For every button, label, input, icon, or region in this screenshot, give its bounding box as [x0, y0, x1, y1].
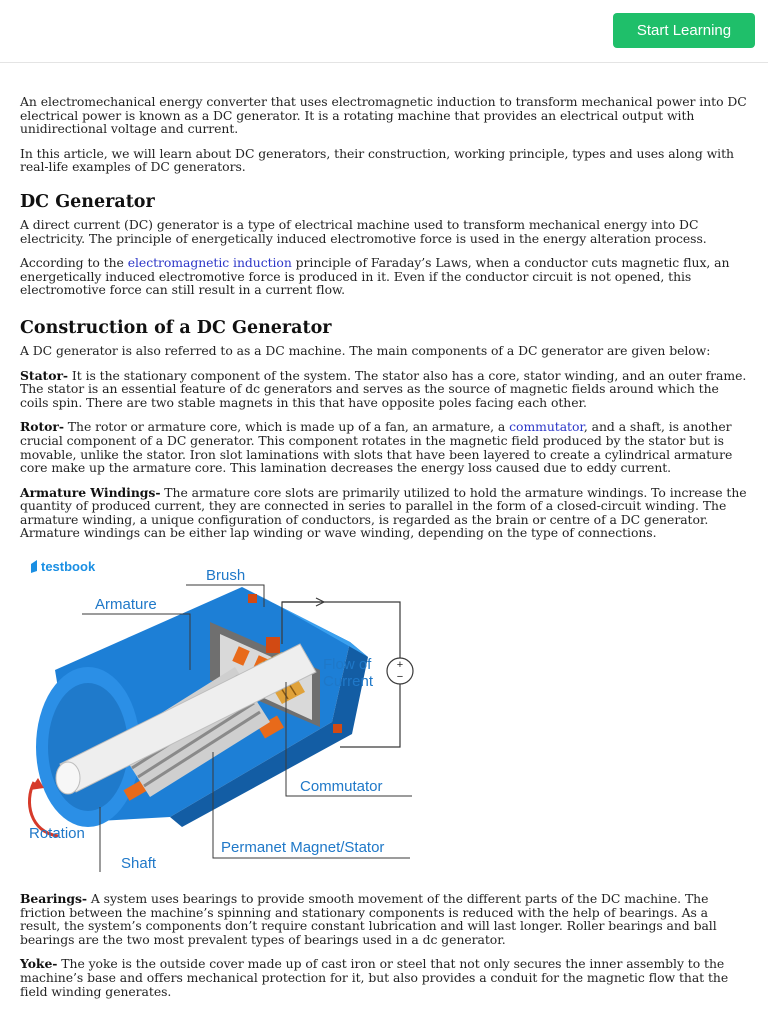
- faraday-paragraph: [20, 256, 750, 297]
- text-run: , and a shaft, is another crucial component of a DC generator. This component rotates in the magnetic field produced by the stator but is movable, unlike the stator. Iron slot laminations with slots that have been layered to create a cylindrical armature core make up the armature core. This lamination decreases the energy loss caused due to eddy current.: [20, 419, 733, 476]
- dc-definition-paragraph: A direct current (DC) generator is a type of electrical machine used to transform mechanical energy into DC electricity. The principle of energetically induced electromotive force is used in the energy alteration process.: [20, 216, 707, 246]
- text-run: A system uses bearings to provide smooth movement of the different parts of the DC machine. The friction between the machine’s spinning and stationary components is reduced with the help of bearings. As a result, the system’s components don’t require constant lubrication and will last longer. Roller bearings and ball bearings are the two most prevalent types of bearings used in a dc generator.: [20, 891, 717, 947]
- heading-dc-generator: DC Generator: [20, 191, 155, 212]
- label-brush: Brush: [206, 567, 246, 585]
- text-run: According to the: [20, 255, 128, 271]
- armature-windings-paragraph: [20, 486, 750, 540]
- stator-paragraph: [20, 369, 750, 410]
- minus-sign: −: [396, 671, 404, 684]
- commutator-link[interactable]: commutator: [509, 419, 584, 435]
- armature-windings-term: Armature Windings-: [20, 484, 161, 500]
- heading-construction: Construction of a DC Generator: [20, 317, 332, 338]
- text-run: The rotor or armature core, which is made up of a fan, an armature, a: [63, 419, 510, 435]
- intro-paragraph: An electromechanical energy converter that uses electromagnetic induction to transform mechanical power into DC electrical power is known as a DC generator. It is a rotating machine that provides an electrical output with unidirectional voltage and current.: [20, 94, 747, 137]
- brand-text: testbook: [41, 559, 96, 575]
- label-rotation: Rotation: [29, 825, 85, 843]
- text-run: The yoke is the outside cover made up of cast iron or steel that not only secures the inner assembly to the machine’s base and offers mechanical protection for it, but also provides a conduit for the magnetic flow that the field winding generates.: [20, 956, 729, 999]
- label-armature: Armature: [95, 596, 157, 614]
- yoke-paragraph: [20, 957, 750, 998]
- label-shaft: Shaft: [121, 855, 157, 873]
- testbook-logo: [31, 559, 96, 574]
- electromagnetic-induction-link[interactable]: electromagnetic induction: [127, 255, 292, 271]
- construction-intro-paragraph: A DC generator is also referred to as a DC machine. The main components of a DC generator are given below:: [20, 342, 711, 358]
- text-run: The armature core slots are primarily utilized to hold the armature windings. To increase the quantity of produced current, they are connected in series to parallel in the form of a closed-circuit winding. The armature winding, a unique configuration of conductors, is regarded as the brain or centre of a DC generator. Armature windings can be either lap winding or wave winding, depending on the type of connections.: [20, 484, 747, 541]
- intro-paragraph-2: In this article, we will learn about DC generators, their construction, working principle, types and uses along with real-life examples of DC generators.: [20, 145, 734, 175]
- label-current: Current: [323, 673, 374, 691]
- text-run: principle of Faraday’s Laws, when a conductor cuts magnetic flux, an energetically induced electromotive force is produced in it. Even if the conductor circuit is not opened, this electromotive force can still result in a current flow.: [20, 255, 730, 298]
- bearings-paragraph: [20, 892, 750, 946]
- text-run: It is the stationary component of the system. The stator also has a core, stator winding, and an outer frame. The stator is an essential feature of dc generators and serves as the source of magnetic fields around which the coils spin. There are two stable magnets in this that have opposite poles facing each other.: [20, 367, 747, 410]
- rotor-paragraph: [20, 420, 750, 474]
- article: [20, 95, 750, 1009]
- start-learning-button[interactable]: Start Learning: [613, 13, 755, 48]
- rotor-term: Rotor-: [20, 419, 64, 435]
- label-permanent-magnet: Permanet Magnet/Stator: [221, 839, 385, 857]
- yoke-term: Yoke-: [20, 956, 58, 972]
- label-flow-of: Flow of: [323, 656, 372, 674]
- dc-generator-illustration: [20, 552, 420, 872]
- dc-generator-diagram: [20, 552, 420, 872]
- label-commutator: Commutator: [300, 778, 383, 796]
- top-bar: [0, 0, 768, 63]
- plus-sign: +: [396, 659, 404, 672]
- bearings-term: Bearings-: [20, 891, 87, 907]
- stator-term: Stator-: [20, 367, 69, 383]
